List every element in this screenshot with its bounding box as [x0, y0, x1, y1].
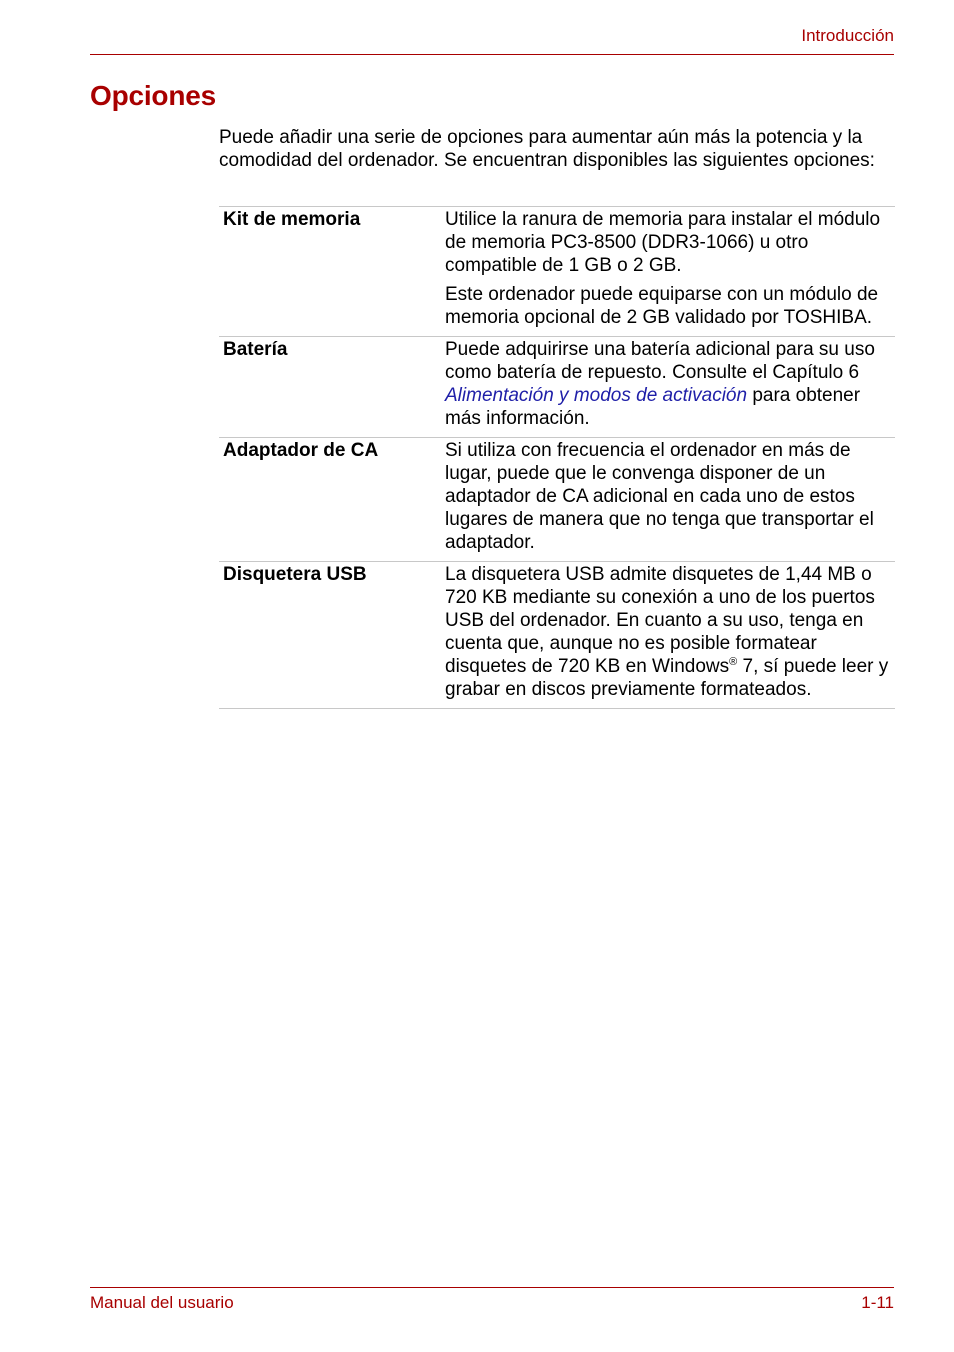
- chapter-6-link[interactable]: Alimentación y modos de activación: [445, 385, 748, 406]
- header-section-title: Introducción: [801, 26, 894, 45]
- footer-manual-title: Manual del usuario: [90, 1293, 234, 1312]
- option-desc-adapter: [445, 438, 895, 562]
- battery-text-before: Puede adquirirse una batería adicional para su uso como batería de repuesto. Consulte el Capítulo 6: [445, 339, 875, 383]
- memory-paragraph-2: Este ordenador puede equiparse con un módulo de memoria opcional de 2 GB validado por TOSHIBA.: [445, 284, 879, 328]
- option-term-battery: Batería: [223, 339, 288, 360]
- page-header: [90, 26, 894, 55]
- table-row: [219, 562, 895, 709]
- page-title: Opciones: [90, 80, 216, 111]
- option-term-usb: Disquetera USB: [223, 564, 367, 585]
- option-desc-usb: [445, 562, 895, 709]
- registered-mark: ®: [729, 656, 738, 668]
- option-desc-memory: [445, 207, 895, 337]
- intro-paragraph: Puede añadir una serie de opciones para aumentar aún más la potencia y la comodidad del ordenador. Se encuentran disponibles las siguientes opciones:: [219, 127, 875, 171]
- usb-text-after: 7, sí puede leer y grabar en discos previamente formateados.: [445, 656, 889, 700]
- option-desc-battery: [445, 337, 895, 438]
- options-table: [219, 206, 895, 709]
- usb-text-before: La disquetera USB admite disquetes de 1,44 MB o 720 KB mediante su conexión a uno de los puertos USB del ordenador. En cuanto a su uso, tenga en cuenta que, aunque no es posible formatear disquetes de 720 KB en Windows: [445, 564, 875, 677]
- memory-paragraph-1: Utilice la ranura de memoria para instalar el módulo de memoria PC3-8500 (DDR3-1066) u otro compatible de 1 GB o 2 GB.: [445, 209, 881, 276]
- page-footer: [90, 1287, 894, 1318]
- option-term-memory: Kit de memoria: [223, 209, 361, 230]
- table-row: [219, 337, 895, 438]
- footer-page-number: 1-11: [861, 1293, 894, 1312]
- battery-text-after: para obtener más información.: [445, 385, 861, 429]
- table-row: [219, 438, 895, 562]
- table-row: [219, 207, 895, 337]
- adapter-text: Si utiliza con frecuencia el ordenador en más de lugar, puede que le convenga disponer de un adaptador de CA adicional en cada uno de estos lugares de manera que no tenga que transportar el adaptador.: [445, 440, 874, 553]
- option-term-adapter: Adaptador de CA: [223, 440, 379, 461]
